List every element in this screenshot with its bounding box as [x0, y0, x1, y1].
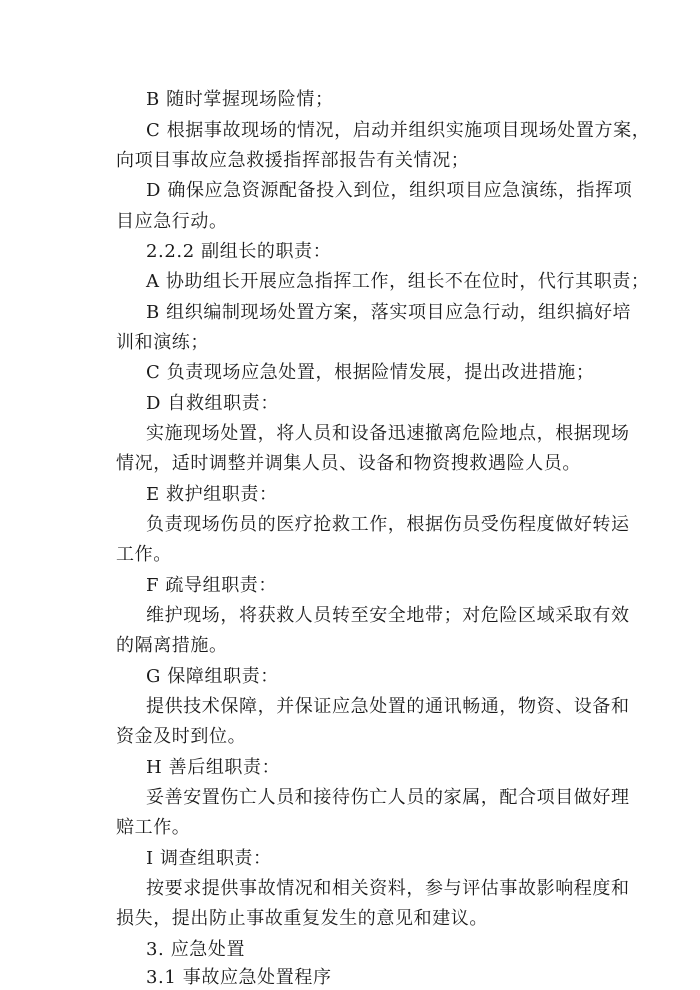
text-line: C 负责现场应急处置，根据险情发展，提出改进措施； [146, 362, 595, 383]
text-line: 提供技术保障，并保证应急处置的通讯畅通，物资、设备和 [146, 696, 630, 717]
text-line: 向项目事故应急救援指挥部报告有关情况； [116, 150, 470, 171]
text-line: 赔工作。 [116, 817, 191, 838]
text-line: G 保障组职责： [146, 666, 279, 687]
text-line: E 救护组职责： [146, 484, 278, 505]
text-line: I 调查组职责： [146, 848, 272, 869]
section-heading: 2.2.2 副组长的职责： [146, 241, 332, 262]
text-line: A 协助组长开展应急指挥工作，组长不在位时，代行其职责； [146, 271, 650, 292]
text-line: 的隔离措施。 [116, 635, 228, 656]
text-line: D 自救组职责： [146, 393, 279, 414]
text-line: B 组织编制现场处置方案，落实项目应急行动，组织搞好培 [146, 302, 632, 323]
text-line: B 随时掌握现场险情； [146, 89, 334, 110]
text-line: 工作。 [116, 544, 172, 565]
text-line: 维护现场，将获救人员转至安全地带；对危险区域采取有效 [146, 605, 630, 626]
text-line: 妥善安置伤亡人员和接待伤亡人员的家属，配合项目做好理 [146, 787, 630, 808]
text-line: C 根据事故现场的情况，启动并组织实施项目现场处置方案， [146, 120, 651, 141]
text-line: 目应急行动。 [116, 211, 228, 232]
text-line: 训和演练； [116, 332, 209, 353]
text-line: H 善后组职责： [146, 757, 281, 778]
text-line: 按要求提供事故情况和相关资料，参与评估事故影响程度和 [146, 878, 630, 899]
text-line: 情况，适时调整并调集人员、设备和物资搜救遇险人员。 [116, 453, 581, 474]
section-heading: 3. 应急处置 [146, 939, 246, 960]
text-line: 负责现场伤员的医疗抢救工作，根据伤员受伤程度做好转运 [146, 514, 630, 535]
text-line: F 疏导组职责： [146, 575, 278, 596]
text-line: D 确保应急资源配备投入到位，组织项目应急演练，指挥项 [146, 180, 633, 201]
section-heading: 3.1 事故应急处置程序 [146, 967, 332, 988]
text-line: 损失，提出防止事故重复发生的意见和建议。 [116, 908, 488, 929]
text-line: 实施现场处置，将人员和设备迅速撤离危险地点，根据现场 [146, 423, 630, 444]
text-line: 资金及时到位。 [116, 726, 247, 747]
